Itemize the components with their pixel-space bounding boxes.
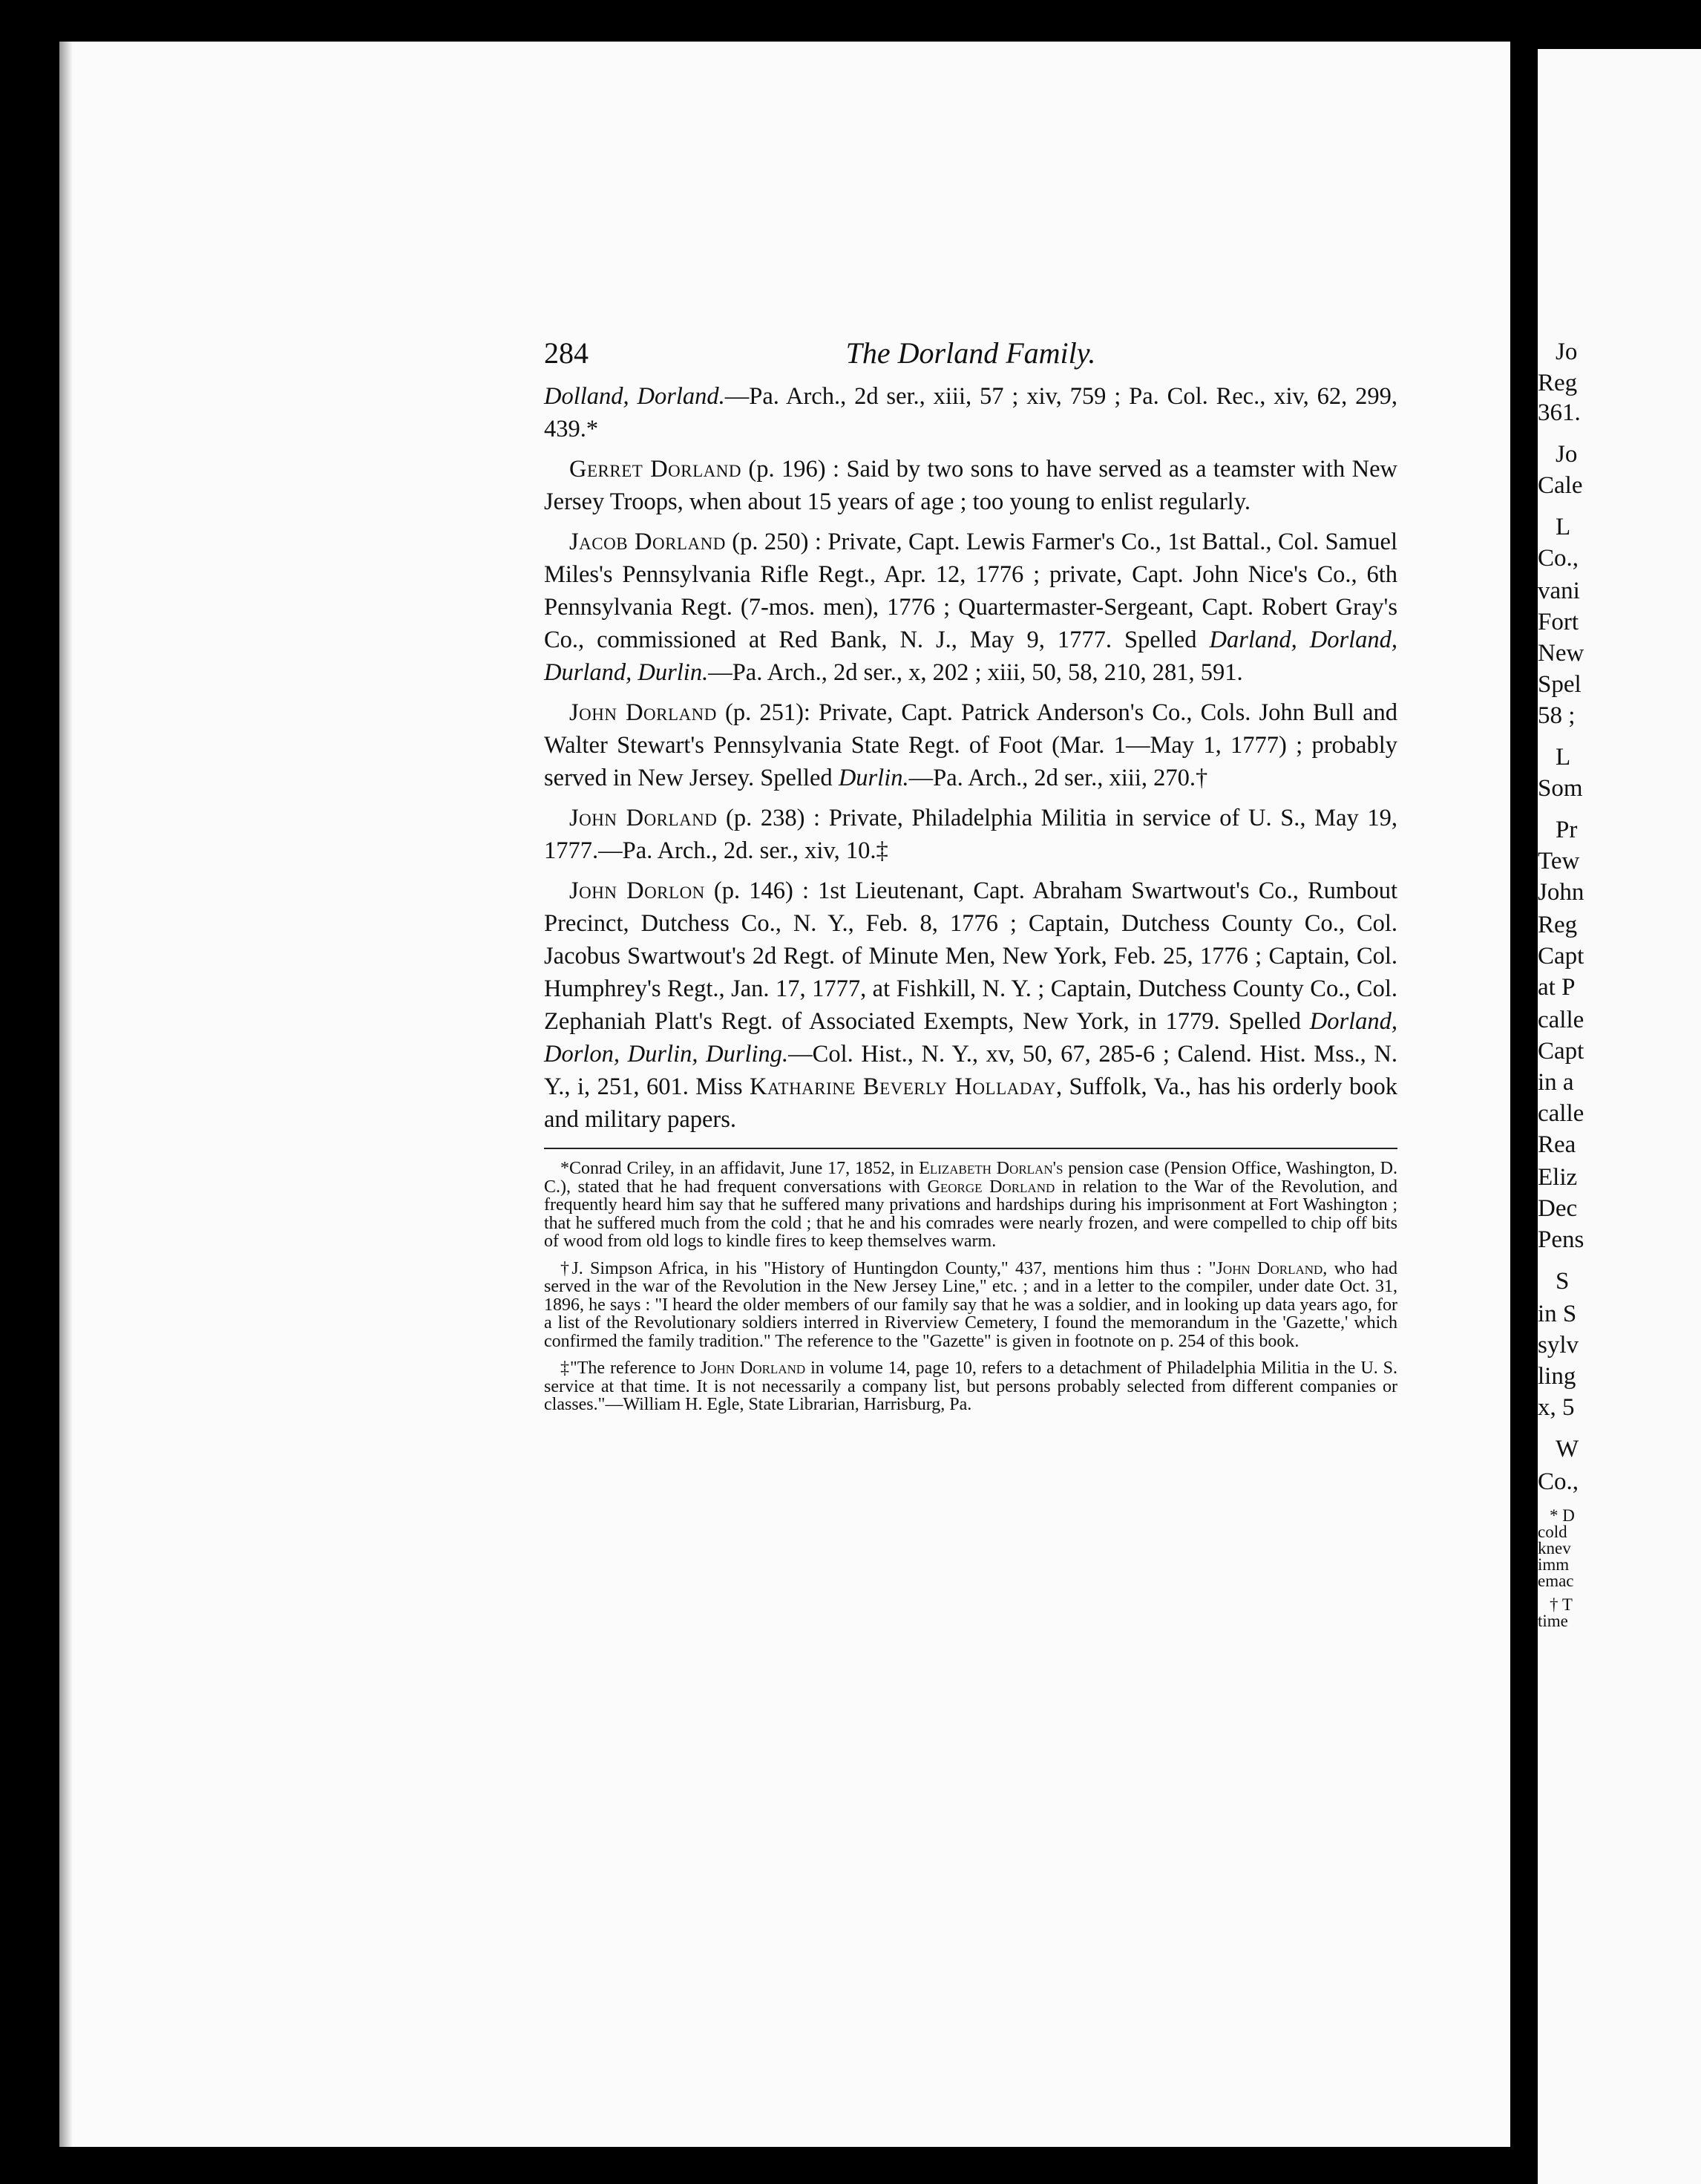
- adjacent-page-line: Jo: [1556, 441, 1578, 468]
- footnote-paragraph: [544, 1260, 1397, 1351]
- adjacent-page-line: at P: [1538, 974, 1576, 1001]
- text-run: (p. 146) : 1st Lieutenant, Capt. Abraham Swartwout's Co., Rumbout Precinct, Dutchess Co., N. Y., Feb. 8, 1776 ; Captain, Dutchess County Co., Col. Jacobus Swartwout's 2d Regt. of Minute Men, New York, Feb. 25, 1776 ; Captain, Col. Humphrey's Regt., Jan. 17, 1777, at Fishkill, N. Y. ; Captain, Dutchess County Co., Col. Zephaniah Platt's Regt. of Associated Exempts, New York, in 1779. Spelled: [544, 877, 1397, 1035]
- adjacent-page-line: Pens: [1538, 1226, 1584, 1253]
- text-run: in relation to the War of the Revolution, and frequently heard him say that he suffered many privations and hardships during his imprisonment at Fort Washington ; that he suffered much from the cold ; that he and his comrades were nearly frozen, and were compelled to chip off bits of wood from old logs to kindle fires to keep themselves warm.: [544, 1177, 1398, 1251]
- text-run: in volume 14, page 10, refers to a detachment of Philadelphia Militia in the U. S. service at that time. It is not necessarily a company list, but persons probably selected from different companies or classes."—William H. Egle, State Librarian, Harrisburg, Pa.: [544, 1359, 1397, 1414]
- adjacent-page-line: Pr: [1556, 817, 1578, 843]
- footnote-rule: [544, 1148, 1397, 1149]
- adjacent-page-line: calle: [1538, 1100, 1584, 1127]
- adjacent-page-line: Tew: [1538, 848, 1580, 874]
- name-small-caps: John Dorland: [700, 1359, 806, 1378]
- footnote-paragraph: [544, 1160, 1397, 1251]
- entry-paragraph: [544, 802, 1397, 867]
- entry-paragraph: [544, 453, 1397, 518]
- adjacent-page-line: sylv: [1538, 1332, 1579, 1359]
- adjacent-page-line: Reg: [1538, 912, 1578, 938]
- name-small-caps: John Dorland: [1216, 1258, 1323, 1278]
- adjacent-page-line: Co.,: [1538, 545, 1579, 572]
- adjacent-page-footnote-line: emac: [1538, 1572, 1574, 1590]
- adjacent-page-footnote-line: imm: [1538, 1555, 1570, 1574]
- adjacent-page-line: 361.: [1538, 399, 1581, 426]
- adjacent-page-line: W: [1556, 1436, 1579, 1462]
- footnotes: [544, 1160, 1397, 1414]
- italic-text: Dorland, Dorlon, Durlin, Durling.: [544, 1008, 1397, 1068]
- adjacent-page-line: ling: [1538, 1363, 1576, 1390]
- adjacent-page-line: in S: [1538, 1301, 1577, 1327]
- adjacent-page-line: Jo: [1556, 339, 1578, 365]
- adjacent-page: [1538, 49, 1701, 2184]
- adjacent-page-line: calle: [1538, 1007, 1584, 1033]
- text-run: —Col. Hist., N. Y., xv, 50, 67, 285-6 ; Calend. Hist. Mss., N. Y., i, 251, 601. Miss: [544, 1041, 1397, 1100]
- adjacent-page-line: in a: [1538, 1069, 1574, 1096]
- adjacent-page-line: Capt: [1538, 1038, 1584, 1065]
- running-head: [544, 336, 1397, 380]
- page-text-block: [544, 336, 1397, 1423]
- text-run: —Pa. Arch., 2d ser., x, 202 ; xiii, 50, 58, 210, 281, 591.: [708, 659, 1243, 686]
- italic-text: Darland, Dorland, Durland, Durlin.: [544, 627, 1398, 686]
- footnote-paragraph: [544, 1359, 1397, 1414]
- name-small-caps: Jacob Dorland: [569, 529, 726, 555]
- name-small-caps: Gerret Dorland: [569, 456, 742, 483]
- name-small-caps: Katharine Beverly Holladay: [749, 1073, 1056, 1100]
- adjacent-page-footnote-line: cold: [1538, 1523, 1567, 1541]
- name-small-caps: John Dorlon: [569, 877, 705, 904]
- text-run: pension case (Pension Office, Washington, D. C.), stated that he had frequent conversations with: [544, 1159, 1398, 1197]
- running-title: The Dorland Family.: [845, 336, 1096, 370]
- text-run: —Pa. Arch., 2d ser., xiii, 270.†: [908, 765, 1208, 791]
- text-run: (p. 251): Private, Capt. Patrick Anderson's Co., Cols. John Bull and Walter Stewart's Pennsylvania State Regt. of Foot (Mar. 1—May 1, 1777) ; probably served in New Jersey. Spelled: [544, 699, 1398, 791]
- italic-text: Durlin.: [838, 765, 909, 791]
- adjacent-page-line: L: [1556, 744, 1571, 771]
- text-run: —Pa. Arch., 2d ser., xiii, 57 ; xiv, 759 ; Pa. Col. Rec., xiv, 62, 299, 439.*: [544, 383, 1397, 442]
- name-small-caps: John Dorland: [569, 699, 717, 726]
- text-run: , Suffolk, Va., has his orderly book and military papers.: [544, 1073, 1397, 1133]
- entry-paragraph: [544, 874, 1397, 1136]
- italic-text: Dolland, Dorland.: [544, 383, 725, 410]
- text-run: (p. 196) : Said by two sons to have served as a teamster with New Jersey Troops, when about 15 years of age ; too young to enlist regularly.: [544, 456, 1397, 515]
- text-run: †J. Simpson Africa, in his "History of Huntingdon County," 437, mentions him thus : ": [560, 1258, 1216, 1278]
- adjacent-page-line: Reg: [1538, 370, 1578, 396]
- text-run: *Conrad Criley, in an affidavit, June 17, 1852, in: [560, 1159, 920, 1178]
- adjacent-page-footnote-line: time: [1538, 1612, 1568, 1630]
- entry-paragraph: [544, 696, 1397, 794]
- entries: [544, 380, 1397, 1136]
- adjacent-page-line: Rea: [1538, 1131, 1576, 1158]
- text-run: (p. 238) : Private, Philadelphia Militia in service of U. S., May 19, 1777.—Pa. Arch., 2d. ser., xiv, 10.‡: [544, 805, 1397, 864]
- text-run: , who had served in the war of the Revolution in the New Jersey Line," etc. ; and in a letter to the compiler, under date Oct. 31, 1896, he says : "I heard the older members of our family say that he was a soldier, and in looking up data years ago, for a list of the Revolutionary soldiers interred in Riverview Cemetery, I found the memorandum in the 'Gazette,' which confirmed the family tradition." The reference to the "Gazette" is given in footnote on p. 254 of this book.: [544, 1258, 1398, 1351]
- adjacent-page-line: 58 ;: [1538, 702, 1576, 729]
- adjacent-page-footnote-line: knev: [1538, 1539, 1571, 1557]
- page-gutter-shadow: [59, 42, 73, 2147]
- adjacent-page-line: Capt: [1538, 943, 1584, 970]
- adjacent-page-footnote-line: * D: [1550, 1506, 1575, 1525]
- adjacent-page-line: Dec: [1538, 1195, 1578, 1222]
- adjacent-page-line: Som: [1538, 775, 1583, 802]
- adjacent-page-line: Cale: [1538, 472, 1583, 499]
- text-run: ‡"The reference to: [560, 1359, 701, 1378]
- entry-paragraph: [544, 380, 1397, 445]
- adjacent-page-line: Eliz: [1538, 1164, 1578, 1191]
- name-small-caps: John Dorland: [569, 805, 718, 831]
- adjacent-page-line: L: [1556, 514, 1571, 540]
- adjacent-page-line: x, 5: [1538, 1394, 1575, 1421]
- adjacent-page-line: S: [1556, 1268, 1570, 1295]
- entry-paragraph: [544, 526, 1397, 689]
- adjacent-page-line: Co.,: [1538, 1468, 1579, 1495]
- text-run: (p. 250) : Private, Capt. Lewis Farmer's Co., 1st Battal., Col. Samuel Miles's Pennsylvania Rifle Regt., Apr. 12, 1776 ; private, Capt. John Nice's Co., 6th Pennsylvania Regt. (7-mos. men), 1776 ; Quartermaster-Sergeant, Capt. Robert Gray's Co., commissioned at Red Bank, N. J., May 9, 1777. Spelled: [544, 529, 1397, 653]
- adjacent-page-footnote-line: † T: [1550, 1595, 1573, 1614]
- adjacent-page-line: New: [1538, 640, 1584, 667]
- page-number: 284: [544, 336, 589, 370]
- adjacent-page-line: John: [1538, 879, 1584, 906]
- adjacent-page-line: vani: [1538, 578, 1580, 604]
- adjacent-page-line: Spel: [1538, 671, 1582, 698]
- name-small-caps: George Dorland: [927, 1177, 1055, 1197]
- adjacent-page-line: Fort: [1538, 609, 1579, 635]
- name-small-caps: Elizabeth Dorlan's: [919, 1159, 1063, 1178]
